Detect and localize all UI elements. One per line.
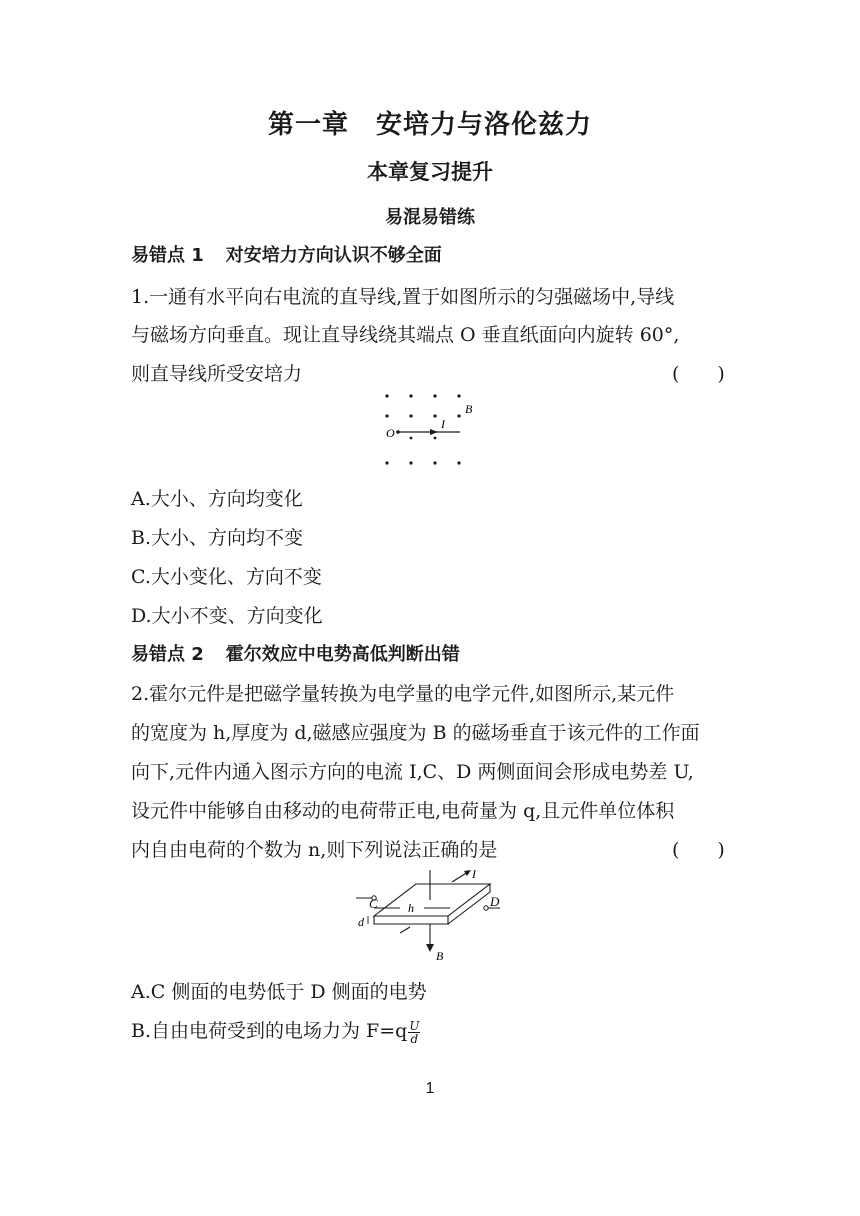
q1-option-b: B.大小、方向均不变	[131, 527, 304, 549]
error-point-1-title: 对安培力方向认识不够全面	[225, 245, 442, 266]
label-d: d	[358, 915, 364, 929]
label-O: O	[386, 426, 395, 440]
pivot-point	[396, 430, 400, 434]
q1-line-3: 则直导线所受安培力	[131, 363, 303, 385]
label-C: C	[369, 896, 378, 911]
label-I: I	[441, 417, 445, 431]
label-B: B	[436, 949, 444, 963]
label-I: I	[472, 868, 476, 881]
chapter-title: 第一章 安培力与洛伦兹力	[267, 110, 592, 140]
section-title: 本章复习提升	[367, 160, 493, 184]
error-point-2	[131, 640, 460, 666]
fraction-u-over-d	[408, 1020, 420, 1045]
slab-front-face	[374, 916, 448, 924]
terminal-D	[484, 906, 488, 910]
q1-option-a: A.大小、方向均变化	[131, 488, 303, 510]
current-entry-line	[400, 927, 410, 933]
q2-hall-element-figure	[352, 868, 512, 964]
page-number: 1	[425, 1080, 435, 1097]
slab-top-face	[374, 884, 490, 916]
error-point-2-label: 易错点 2	[131, 644, 204, 665]
fraction-numerator: U	[409, 1018, 420, 1033]
q2-line-4: 设元件中能够自由移动的电荷带正电,电荷量为 q,且元件单位体积	[131, 800, 675, 822]
q2-answer-paren: ( )	[672, 839, 725, 861]
field-dots	[385, 394, 460, 464]
q1-answer-paren: ( )	[672, 363, 725, 385]
field-arrow-icon	[426, 944, 434, 952]
slab-side-face	[448, 884, 490, 924]
label-B: B	[465, 402, 473, 416]
q2-option-b	[131, 1016, 420, 1045]
current-arrow-icon	[464, 870, 471, 876]
q1-line-2: 与磁场方向垂直。现让直导线绕其端点 O 垂直纸面向内旋转 60°,	[131, 324, 680, 346]
q2-option-b-text: B.自由电荷受到的电场力为 F=q	[131, 1020, 408, 1042]
q2-line-1: 2.霍尔元件是把磁学量转换为电学量的电学元件,如图所示,某元件	[131, 683, 675, 705]
error-point-1-label: 易错点 1	[131, 245, 204, 266]
q2-option-a: A.C 侧面的电势低于 D 侧面的电势	[131, 981, 427, 1003]
current-arrow-icon	[430, 429, 438, 435]
label-D: D	[490, 894, 500, 909]
subsection-title: 易混易错练	[385, 207, 475, 228]
label-h: h	[408, 901, 414, 915]
q1-magnetic-field-figure	[378, 390, 478, 472]
q2-line-5: 内自由电荷的个数为 n,则下列说法正确的是	[131, 839, 498, 861]
q1-line-1: 1.一通有水平向右电流的直导线,置于如图所示的匀强磁场中,导线	[131, 286, 675, 308]
q1-option-d: D.大小不变、方向变化	[131, 605, 323, 627]
q2-line-3: 向下,元件内通入图示方向的电流 I,C、D 两侧面间会形成电势差 U,	[131, 761, 694, 783]
error-point-1	[131, 241, 442, 267]
q1-option-c: C.大小变化、方向不变	[131, 566, 322, 588]
error-point-2-title: 霍尔效应中电势高低判断出错	[225, 644, 460, 665]
q2-line-2: 的宽度为 h,厚度为 d,磁感应强度为 B 的磁场垂直于该元件的工作面	[131, 722, 700, 744]
fraction-denominator: d	[410, 1031, 419, 1046]
